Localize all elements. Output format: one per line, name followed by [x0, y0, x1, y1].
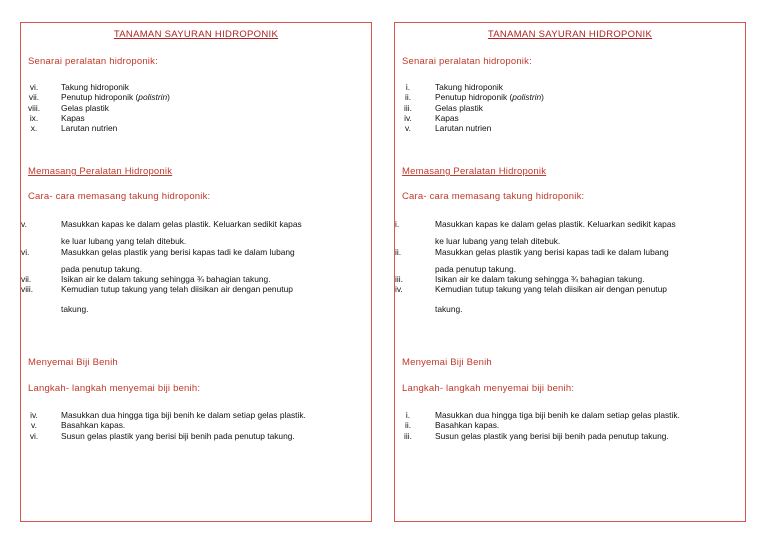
list-item: v. Masukkan kapas ke dalam gelas plastik. Keluarkan sedikit kapas ke luar lubang yang telah ditebuk. [21, 219, 302, 247]
list-item: iii. Isikan air ke dalam takung sehingga ¾ bahagian takung. [395, 274, 645, 285]
list-item: ii. Basahkan kapas. [404, 420, 500, 431]
list-item: i. Takung hidroponik [405, 82, 503, 92]
list-item: vi. Takung hidroponik [29, 82, 129, 92]
setup-subheading: Cara- cara memasang takung hidroponik: [28, 191, 211, 202]
equipment-heading: Senarai peralatan hidroponik: [402, 56, 532, 67]
card-title: TANAMAN SAYURAN HIDROPONIK [487, 29, 653, 40]
list-item: viii. Kemudian tutup takung yang telah diisikan air dengan penutup takung. [21, 284, 293, 314]
left-card [20, 22, 372, 522]
equipment-heading: Senarai peralatan hidroponik: [28, 56, 158, 67]
sow-steps [21, 410, 371, 441]
list-item: x. Larutan nutrien [30, 123, 118, 134]
list-item: iii. Susun gelas plastik yang berisi biji benih pada penutup takung. [404, 430, 669, 441]
setup-heading: Memasang Peralatan Hidroponik [402, 166, 547, 177]
setup-steps [21, 219, 371, 314]
card-title: TANAMAN SAYURAN HIDROPONIK [113, 29, 279, 40]
list-item: iv. Masukkan dua hingga tiga biji benih ke dalam setiap gelas plastik. [30, 410, 306, 420]
list-item: i. Masukkan dua hingga tiga biji benih ke dalam setiap gelas plastik. [405, 410, 680, 420]
list-item: iv. Kapas [404, 112, 459, 123]
list-item: viii. Gelas plastik [27, 102, 109, 113]
list-item: ii. Penutup hidroponik (polistrin) [404, 92, 544, 103]
setup-steps [395, 219, 745, 314]
list-item: ix. Kapas [29, 112, 85, 123]
list-item: v. Basahkan kapas. [31, 420, 126, 431]
sow-subheading: Langkah- langkah menyemai biji benih: [402, 383, 575, 394]
sow-heading: Menyemai Biji Benih [402, 357, 492, 368]
setup-subheading: Cara- cara memasang takung hidroponik: [402, 191, 585, 202]
list-item: iii. Gelas plastik [404, 102, 483, 113]
equipment-list [21, 82, 371, 133]
right-card [394, 22, 746, 522]
list-item: ii. Masukkan gelas plastik yang berisi kapas tadi ke dalam lubang pada penutup takung. [395, 246, 669, 274]
list-item: i. Masukkan kapas ke dalam gelas plastik. Keluarkan sedikit kapas ke luar lubang yang telah ditebuk. [395, 219, 676, 247]
equipment-list [395, 82, 745, 133]
sow-steps [395, 410, 745, 441]
list-item: iv. Kemudian tutup takung yang telah diisikan air dengan penutup takung. [395, 284, 667, 314]
list-item: v. Larutan nutrien [405, 123, 492, 134]
sow-subheading: Langkah- langkah menyemai biji benih: [28, 383, 201, 394]
setup-heading: Memasang Peralatan Hidroponik [28, 166, 173, 177]
list-item: vii. Isikan air ke dalam takung sehingga ¾ bahagian takung. [21, 274, 271, 285]
list-item: vii. Penutup hidroponik (polistrin) [28, 92, 170, 103]
list-item: vi. Susun gelas plastik yang berisi biji benih pada penutup takung. [29, 430, 295, 441]
list-item: vi. Masukkan gelas plastik yang berisi kapas tadi ke dalam lubang pada penutup takung. [21, 246, 295, 274]
sow-heading: Menyemai Biji Benih [28, 357, 118, 368]
